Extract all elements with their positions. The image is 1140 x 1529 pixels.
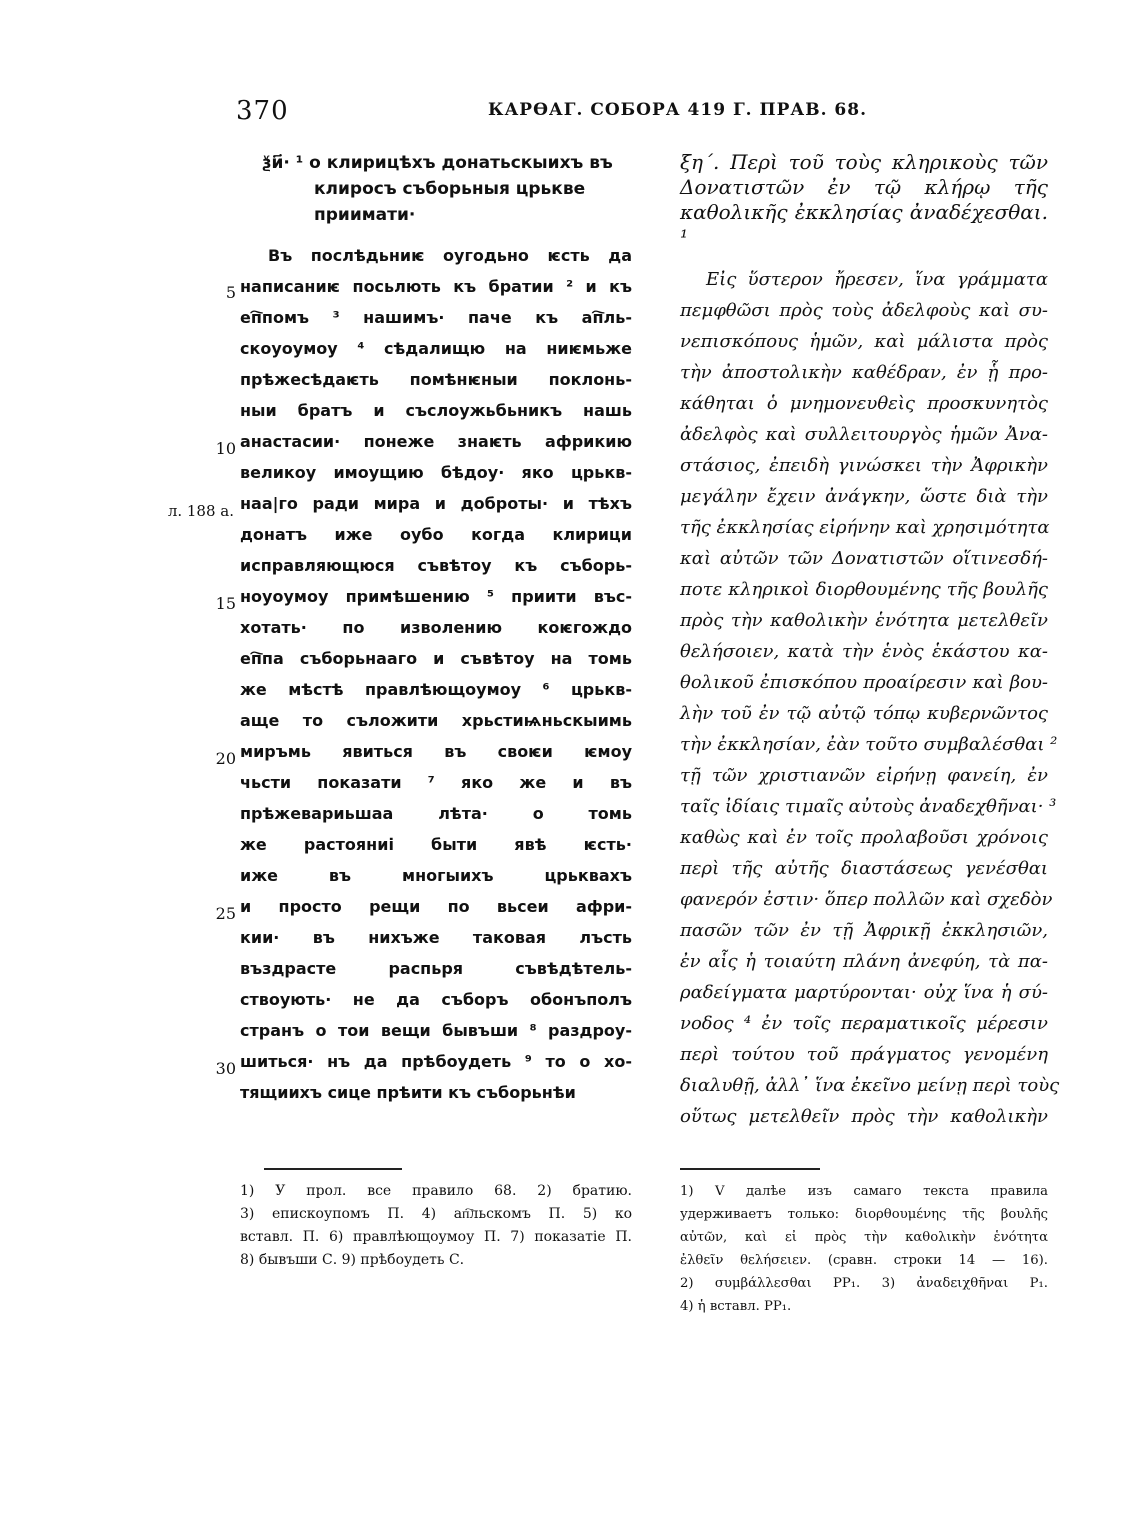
greek-line: θελήσοιεν, κατὰ τὴν ἑνὸς ἑκάστου κα- [680, 641, 1048, 662]
slavonic-line: чьсти показати ⁷ яко же и въ [240, 773, 632, 792]
line-number-25: 25 [215, 904, 236, 923]
line-number-5: 5 [225, 283, 236, 302]
line-number-10: 10 [215, 439, 236, 458]
greek-line: τὴν ἐκκλησίαν, ἐὰν τοῦτο συμβαλέσθαι ² [680, 734, 1058, 755]
slavonic-line: исправляющюся съвѣтоу къ съборь- [240, 556, 632, 575]
slavonic-line: анастасии· понеже знаѥть африкию [240, 432, 632, 451]
slavonic-line: же растояниі быти явѣ ѥсть· [240, 835, 632, 854]
greek-line: τῇ τῶν χριστιανῶν εἰρήνῃ φανείη, ἐν [680, 765, 1048, 786]
slavonic-line: миръмь явиться въ своѥи ѥмоу [240, 742, 632, 761]
slavonic-line: донатъ иже оубо когда клирици [240, 525, 632, 544]
greek-line: καὶ αὐτῶν τῶν Δονατιστῶν οἵτινεσδή- [680, 548, 1048, 569]
slavonic-line: прѣжесѣдаѥть помѣнѥныи поклонь- [240, 370, 632, 389]
slavonic-line: аще то съложити хрьстиѩньскыимь [240, 711, 632, 730]
slavonic-line: великоу имоущию бѣдоу· яко црькв- [240, 463, 632, 482]
slavonic-line: еп҇па съборьнааго и съвѣтоу на томь [240, 649, 632, 668]
greek-line: διαλυθῇ, ἀλλ᾽ ἵνα ἐκεῖνο μείνῃ περὶ τοὺς [680, 1075, 1060, 1096]
greek-line: στάσιος, ἐπειδὴ γινώσκει τὴν Ἀφρικὴν [680, 455, 1048, 476]
greek-line: τῆς ἐκκλησίας εἰρήνην καὶ χρησιμότητα [680, 517, 1050, 538]
greek-line: οὕτως μετελθεῖν πρὸς τὴν καθολικὴν [680, 1106, 1048, 1127]
folio-note: л. 188 а. [167, 502, 234, 520]
slavonic-line: и просто рещи по вьсеи афри- [240, 897, 632, 916]
greek-line: περὶ τούτου τοῦ πράγματος γενομένη [680, 1044, 1048, 1065]
slavonic-line: хотать· по изволению коѥгождо [240, 618, 632, 637]
slavonic-line: странъ о тои вещи бывъши ⁸ раздроу- [240, 1021, 632, 1040]
slavonic-line: написаниѥ посьлють къ братии ² и къ [240, 277, 632, 296]
footnote-line: 2) συμβάλλεσθαι PP₁. 3) ἀναδειχθῆναι P₁. [680, 1276, 1048, 1291]
line-number-15: 15 [215, 594, 236, 613]
slavonic-line: иже въ многыихъ црьквахъ [240, 866, 632, 885]
greek-line: μεγάλην ἔχειν ἀνάγκην, ὥστε διὰ τὴν [680, 486, 1048, 507]
line-number-20: 20 [215, 749, 236, 768]
greek-line: λὴν τοῦ ἐν τῷ αὐτῷ τόπῳ κυβερνῶντος [680, 703, 1048, 724]
greek-line: περὶ τῆς αὐτῆς διαστάσεως γενέσθαι [680, 858, 1048, 879]
slavonic-line: шиться· нъ да прѣбоудеть ⁹ то о хо- [240, 1052, 632, 1071]
footnote-line: αὐτῶν, καὶ εἰ πρὸς τὴν καθολικὴν ἑνότητα [680, 1230, 1048, 1245]
footnote-line: вставл. П. 6) правлѣющоумоу П. 7) показатіе П. [240, 1229, 632, 1245]
greek-line: νοδος ⁴ ἐν τοῖς περαματικοῖς μέρεσιν [680, 1013, 1048, 1034]
greek-line: ἐν αἷς ἡ τοιαύτη πλάνη ἀνεφύη, τὰ πα- [680, 951, 1048, 972]
slavonic-line: ныи братъ и съслоужьбьникъ нашь [240, 401, 632, 420]
footnote-line: ἐλθεῖν θελήσειεν. (сравн. строки 14 — 16). [680, 1253, 1048, 1268]
slavonic-line: ствоують· не да съборъ обонъполъ [240, 990, 632, 1009]
slavonic-line: тящиихъ сице прѣити къ съборьнѣи [240, 1083, 576, 1102]
slavonic-canon-title: ѯи҃· ¹ о клирицѣхъ донатьскыихъ въ клиросъ съборьныя црькве приимати· [262, 153, 613, 225]
greek-line: Εἰς ὕστερον ἤρεσεν, ἵνα γράμματα [706, 269, 1048, 290]
greek-text [680, 264, 1060, 1132]
footnote-line: удерживаетъ только: διορθουμένης τῆς βουλῆς [680, 1207, 1048, 1222]
greek-line: θολικοῦ ἐπισκόπου προαίρεσιν καὶ βου- [680, 672, 1048, 693]
greek-line: τὴν ἀποστολικὴν καθέδραν, ἐν ᾗ προ- [680, 362, 1048, 383]
greek-line: πρὸς τὴν καθολικὴν ἑνότητα μετελθεῖν [680, 610, 1048, 631]
footnote-line: 4) ἡ вставл. PP₁. [680, 1299, 792, 1314]
line-number-30: 30 [215, 1059, 236, 1078]
slavonic-line: ноуоумоу примѣшению ⁵ приити въс- [240, 587, 632, 606]
greek-canon-title: ξη΄. Περὶ τοῦ τοὺς κληρικοὺς τῶν Δονατιστῶν ἐν τῷ κλήρῳ τῆς καθολικῆς ἐκκλησίας ἀναδέχεσθαι. ¹ [680, 150, 1048, 249]
greek-column [680, 150, 1060, 1132]
greek-line: ποτε κληρικοὶ διορθουμένης τῆς βουλῆς [680, 579, 1048, 600]
greek-line: ραδείγματα μαρτύρονται· οὐχ ἵνα ἡ σύ- [680, 982, 1048, 1003]
slavonic-line: наа|го ради мира и доброты· и тѣхъ [240, 494, 632, 513]
slavonic-line: еп҇помъ ³ нашимъ· паче къ ап҇ль- [240, 308, 632, 327]
running-head: КАРѲАГ. СОБОРА 419 Г. ПРАВ. 68. [488, 100, 867, 120]
page-number: 370 [236, 96, 289, 126]
greek-line: κάθηται ὁ μνημονευθεὶς προσκυνητὸς [680, 393, 1048, 414]
slavonic-line: же мѣстѣ правлѣющоумоу ⁶ црькв- [240, 680, 632, 699]
slavonic-line: въздрасте распьря съвѣдѣтель- [240, 959, 632, 978]
slavonic-line: кии· въ нихъже таковая лъсть [240, 928, 632, 947]
footnote-line: 1) У прол. все правило 68. 2) братию. [240, 1183, 632, 1199]
greek-line: φανερόν ἐστιν· ὅπερ πολλῶν καὶ σχεδὸν [680, 889, 1053, 910]
slavonic-line: скоуоумоу ⁴ сѣдалищю на ниѥмьже [240, 339, 632, 358]
greek-line: ἀδελφὸς καὶ συλλειτουργὸς ἡμῶν Ἀνα- [680, 424, 1048, 445]
footnotes-right [680, 1180, 1048, 1318]
greek-line: καθὼς καὶ ἐν τοῖς προλαβοῦσι χρόνοις [680, 827, 1048, 848]
footnote-line: 8) бывъши С. 9) прѣбоудеть С. [240, 1252, 465, 1268]
footnote-line: 1) V далѣе изъ самаго текста правила [680, 1184, 1048, 1199]
greek-line: νεπισκόπους ἡμῶν, καὶ μάλιστα πρὸς [680, 331, 1048, 352]
footnote-divider-right [680, 1168, 820, 1170]
greek-line: ταῖς ἰδίαις τιμαῖς αὐτοὺς ἀναδεχθῆναι· ³ [680, 796, 1057, 817]
greek-line: πεμφθῶσι πρὸς τοὺς ἀδελφοὺς καὶ συ- [680, 300, 1048, 321]
slavonic-line: Въ послѣдьниѥ оугодьно ѥсть да [268, 246, 632, 265]
footnote-line: 3) епискоупомъ П. 4) ап҇льскомъ П. 5) ко [240, 1206, 632, 1222]
slavonic-column [240, 150, 632, 1108]
slavonic-line: прѣжевариьшаа лѣта· о томь [240, 804, 632, 823]
footnotes-left [240, 1180, 632, 1272]
slavonic-text [240, 240, 632, 1108]
greek-line: πασῶν τῶν ἐν τῇ Ἀφρικῇ ἐκκλησιῶν, [680, 920, 1048, 941]
footnote-divider-left [264, 1168, 402, 1170]
